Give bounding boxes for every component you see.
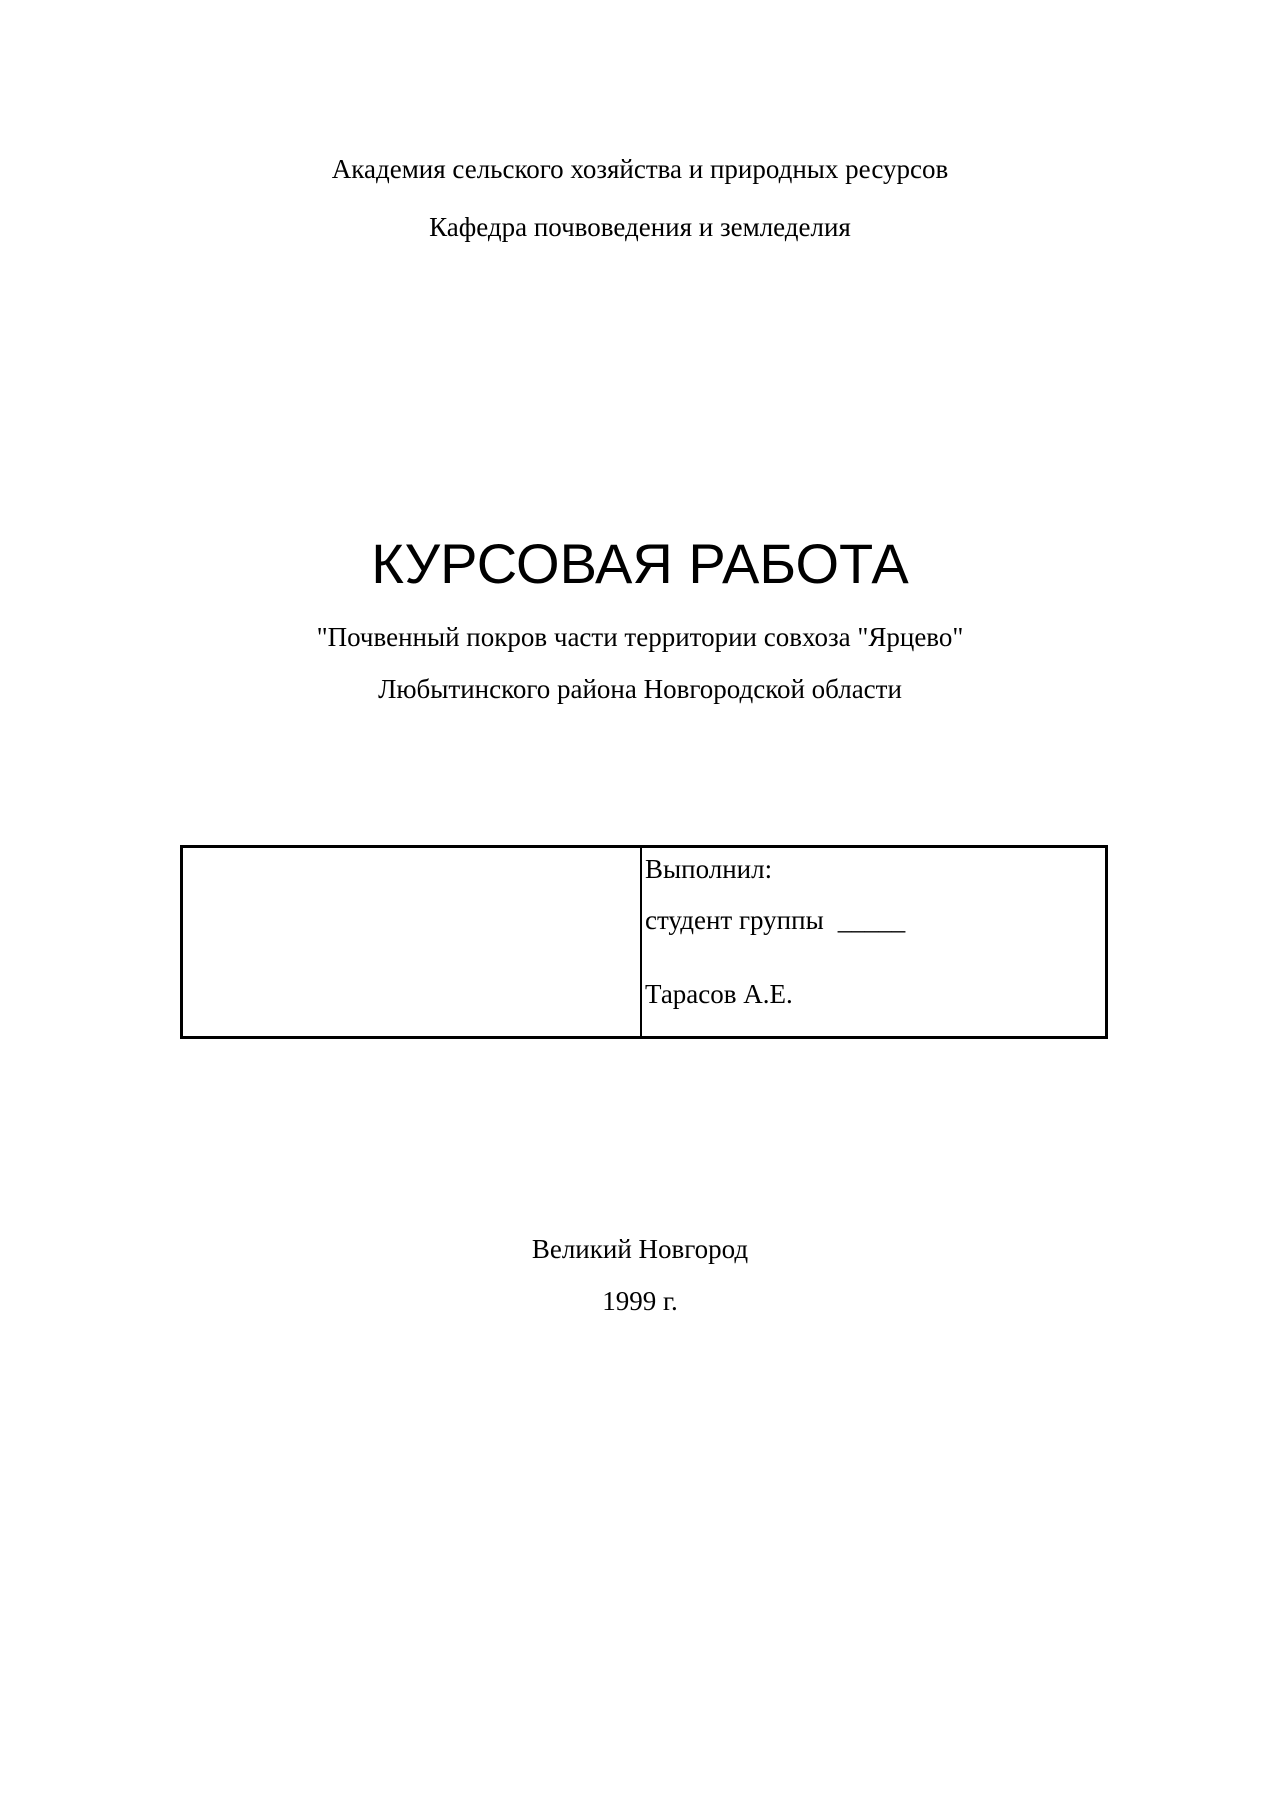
student-group-row	[645, 903, 905, 937]
signature-table-left-cell	[183, 848, 642, 1036]
student-group-label: студент группы	[645, 905, 824, 935]
student-name: Тарасов А.Е.	[645, 979, 793, 1009]
topic-line-2: Любытинского района Новгородской области	[378, 674, 902, 704]
group-number-blank: _____	[837, 905, 906, 935]
city-name: Великий Новгород	[531, 1234, 749, 1264]
performed-by-label: Выполнил:	[645, 854, 773, 884]
institution-name: Академия сельского хозяйства и природных ресурсов	[331, 154, 949, 184]
document-title: КУРСОВАЯ РАБОТА	[371, 532, 909, 595]
signature-table-right-cell	[642, 848, 1105, 1036]
signature-table	[180, 845, 1108, 1039]
department-name: Кафедра почвоведения и земледелия	[429, 212, 851, 242]
topic-line-1: "Почвенный покров части территории совхоза "Ярцево"	[316, 622, 964, 652]
year: 1999 г.	[602, 1286, 678, 1316]
